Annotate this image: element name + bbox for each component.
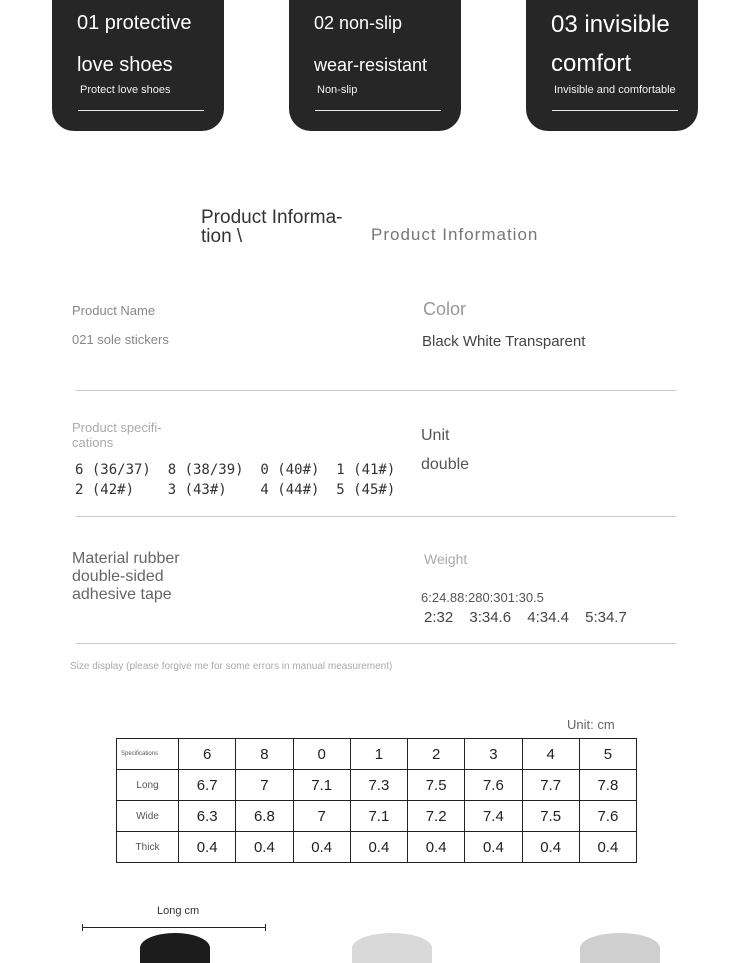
spec-line-2: 2 (42#) 3 (43#) 4 (44#) 5 (45#) <box>75 482 396 498</box>
sole-sticker-image-white <box>352 933 432 963</box>
material-label: Material rubber double-sided adhesive tape <box>72 550 180 603</box>
feature-subtitle: Invisible and comfortable <box>554 84 676 96</box>
table-cell: 7 <box>293 801 350 832</box>
table-cell: 7.8 <box>579 770 636 801</box>
feature-title-line2: comfort <box>551 50 632 77</box>
weight-line-2: 2:32 3:34.6 4:34.4 5:34.7 <box>424 609 627 626</box>
table-cell: 7.4 <box>465 801 522 832</box>
feature-subtitle: Non-slip <box>317 84 358 96</box>
table-cell: 0.4 <box>179 832 236 863</box>
table-cell: 7.5 <box>522 801 579 832</box>
feature-divider <box>315 110 441 111</box>
divider <box>76 390 676 391</box>
product-name-label: Product Name <box>72 303 156 318</box>
table-cell: 7.1 <box>293 770 350 801</box>
sole-sticker-image-transparent <box>580 933 660 963</box>
table-header-cell: 1 <box>350 739 407 770</box>
unit-value: double <box>421 456 470 473</box>
table-cell: 7 <box>236 770 293 801</box>
feature-card-protective <box>52 0 224 131</box>
dimension-label: Long cm <box>157 905 200 917</box>
spec-label: Product specifi-cations <box>72 420 162 450</box>
row-label: Thick <box>117 832 179 863</box>
feature-title-line2: love shoes <box>77 54 173 76</box>
table-header-cell: 6 <box>179 739 236 770</box>
table-header-cell: 2 <box>408 739 465 770</box>
table-cell: 7.2 <box>408 801 465 832</box>
table-row <box>117 770 637 801</box>
feature-title-line1: 02 non-slip <box>314 13 403 33</box>
feature-card-invisible <box>526 0 698 131</box>
unit-note: Unit: cm <box>567 717 615 732</box>
table-cell: 7.5 <box>408 770 465 801</box>
table-cell: 7.6 <box>579 801 636 832</box>
row-label: Wide <box>117 801 179 832</box>
table-cell: 7.1 <box>350 801 407 832</box>
feature-title-line1: 01 protective <box>77 12 192 34</box>
table-cell: 0.4 <box>465 832 522 863</box>
table-cell: 0.4 <box>408 832 465 863</box>
table-cell: 6.7 <box>179 770 236 801</box>
table-header-cell: 4 <box>522 739 579 770</box>
product-name-value: 021 sole stickers <box>72 332 169 347</box>
table-cell: 0.4 <box>293 832 350 863</box>
table-cell: 6.3 <box>179 801 236 832</box>
table-cell: 0.4 <box>522 832 579 863</box>
table-cell: 0.4 <box>236 832 293 863</box>
sole-sticker-image-black <box>140 933 210 963</box>
feature-divider <box>78 110 204 111</box>
size-table <box>116 738 637 863</box>
feature-title-line2: wear-resistant <box>314 55 428 75</box>
table-row <box>117 739 637 770</box>
feature-title-line1: 03 invisible <box>551 11 670 38</box>
table-cell: 0.4 <box>350 832 407 863</box>
feature-subtitle: Protect love shoes <box>80 84 171 96</box>
divider <box>76 643 676 644</box>
table-row <box>117 832 637 863</box>
table-cell: 6.8 <box>236 801 293 832</box>
table-header-cell: 3 <box>465 739 522 770</box>
feature-divider <box>552 110 678 111</box>
size-note: Size display (please forgive me for some errors in manual measurement) <box>70 661 393 672</box>
table-cell: 7.7 <box>522 770 579 801</box>
color-value: Black White Transparent <box>422 333 586 350</box>
table-row <box>117 801 637 832</box>
table-header-cell: 5 <box>579 739 636 770</box>
row-label: Long <box>117 770 179 801</box>
color-label: Color <box>423 299 467 319</box>
table-cell: 7.6 <box>465 770 522 801</box>
dimension-line <box>82 927 266 928</box>
divider <box>76 516 676 517</box>
table-cell: 7.3 <box>350 770 407 801</box>
feature-card-non-slip <box>289 0 461 131</box>
table-header-cell: 0 <box>293 739 350 770</box>
weight-label: Weight <box>424 551 468 567</box>
weight-line-1: 6:24.88:280:301:30.5 <box>421 590 544 605</box>
spec-line-1: 6 (36/37) 8 (38/39) 0 (40#) 1 (41#) <box>75 462 396 478</box>
table-header-cell: 8 <box>236 739 293 770</box>
unit-label: Unit <box>421 427 450 444</box>
table-cell: 0.4 <box>579 832 636 863</box>
section-subtitle: Product Information <box>371 225 539 244</box>
table-header-cell: Specifications <box>117 739 179 770</box>
section-title: Product Informa-tion \ <box>201 207 343 247</box>
